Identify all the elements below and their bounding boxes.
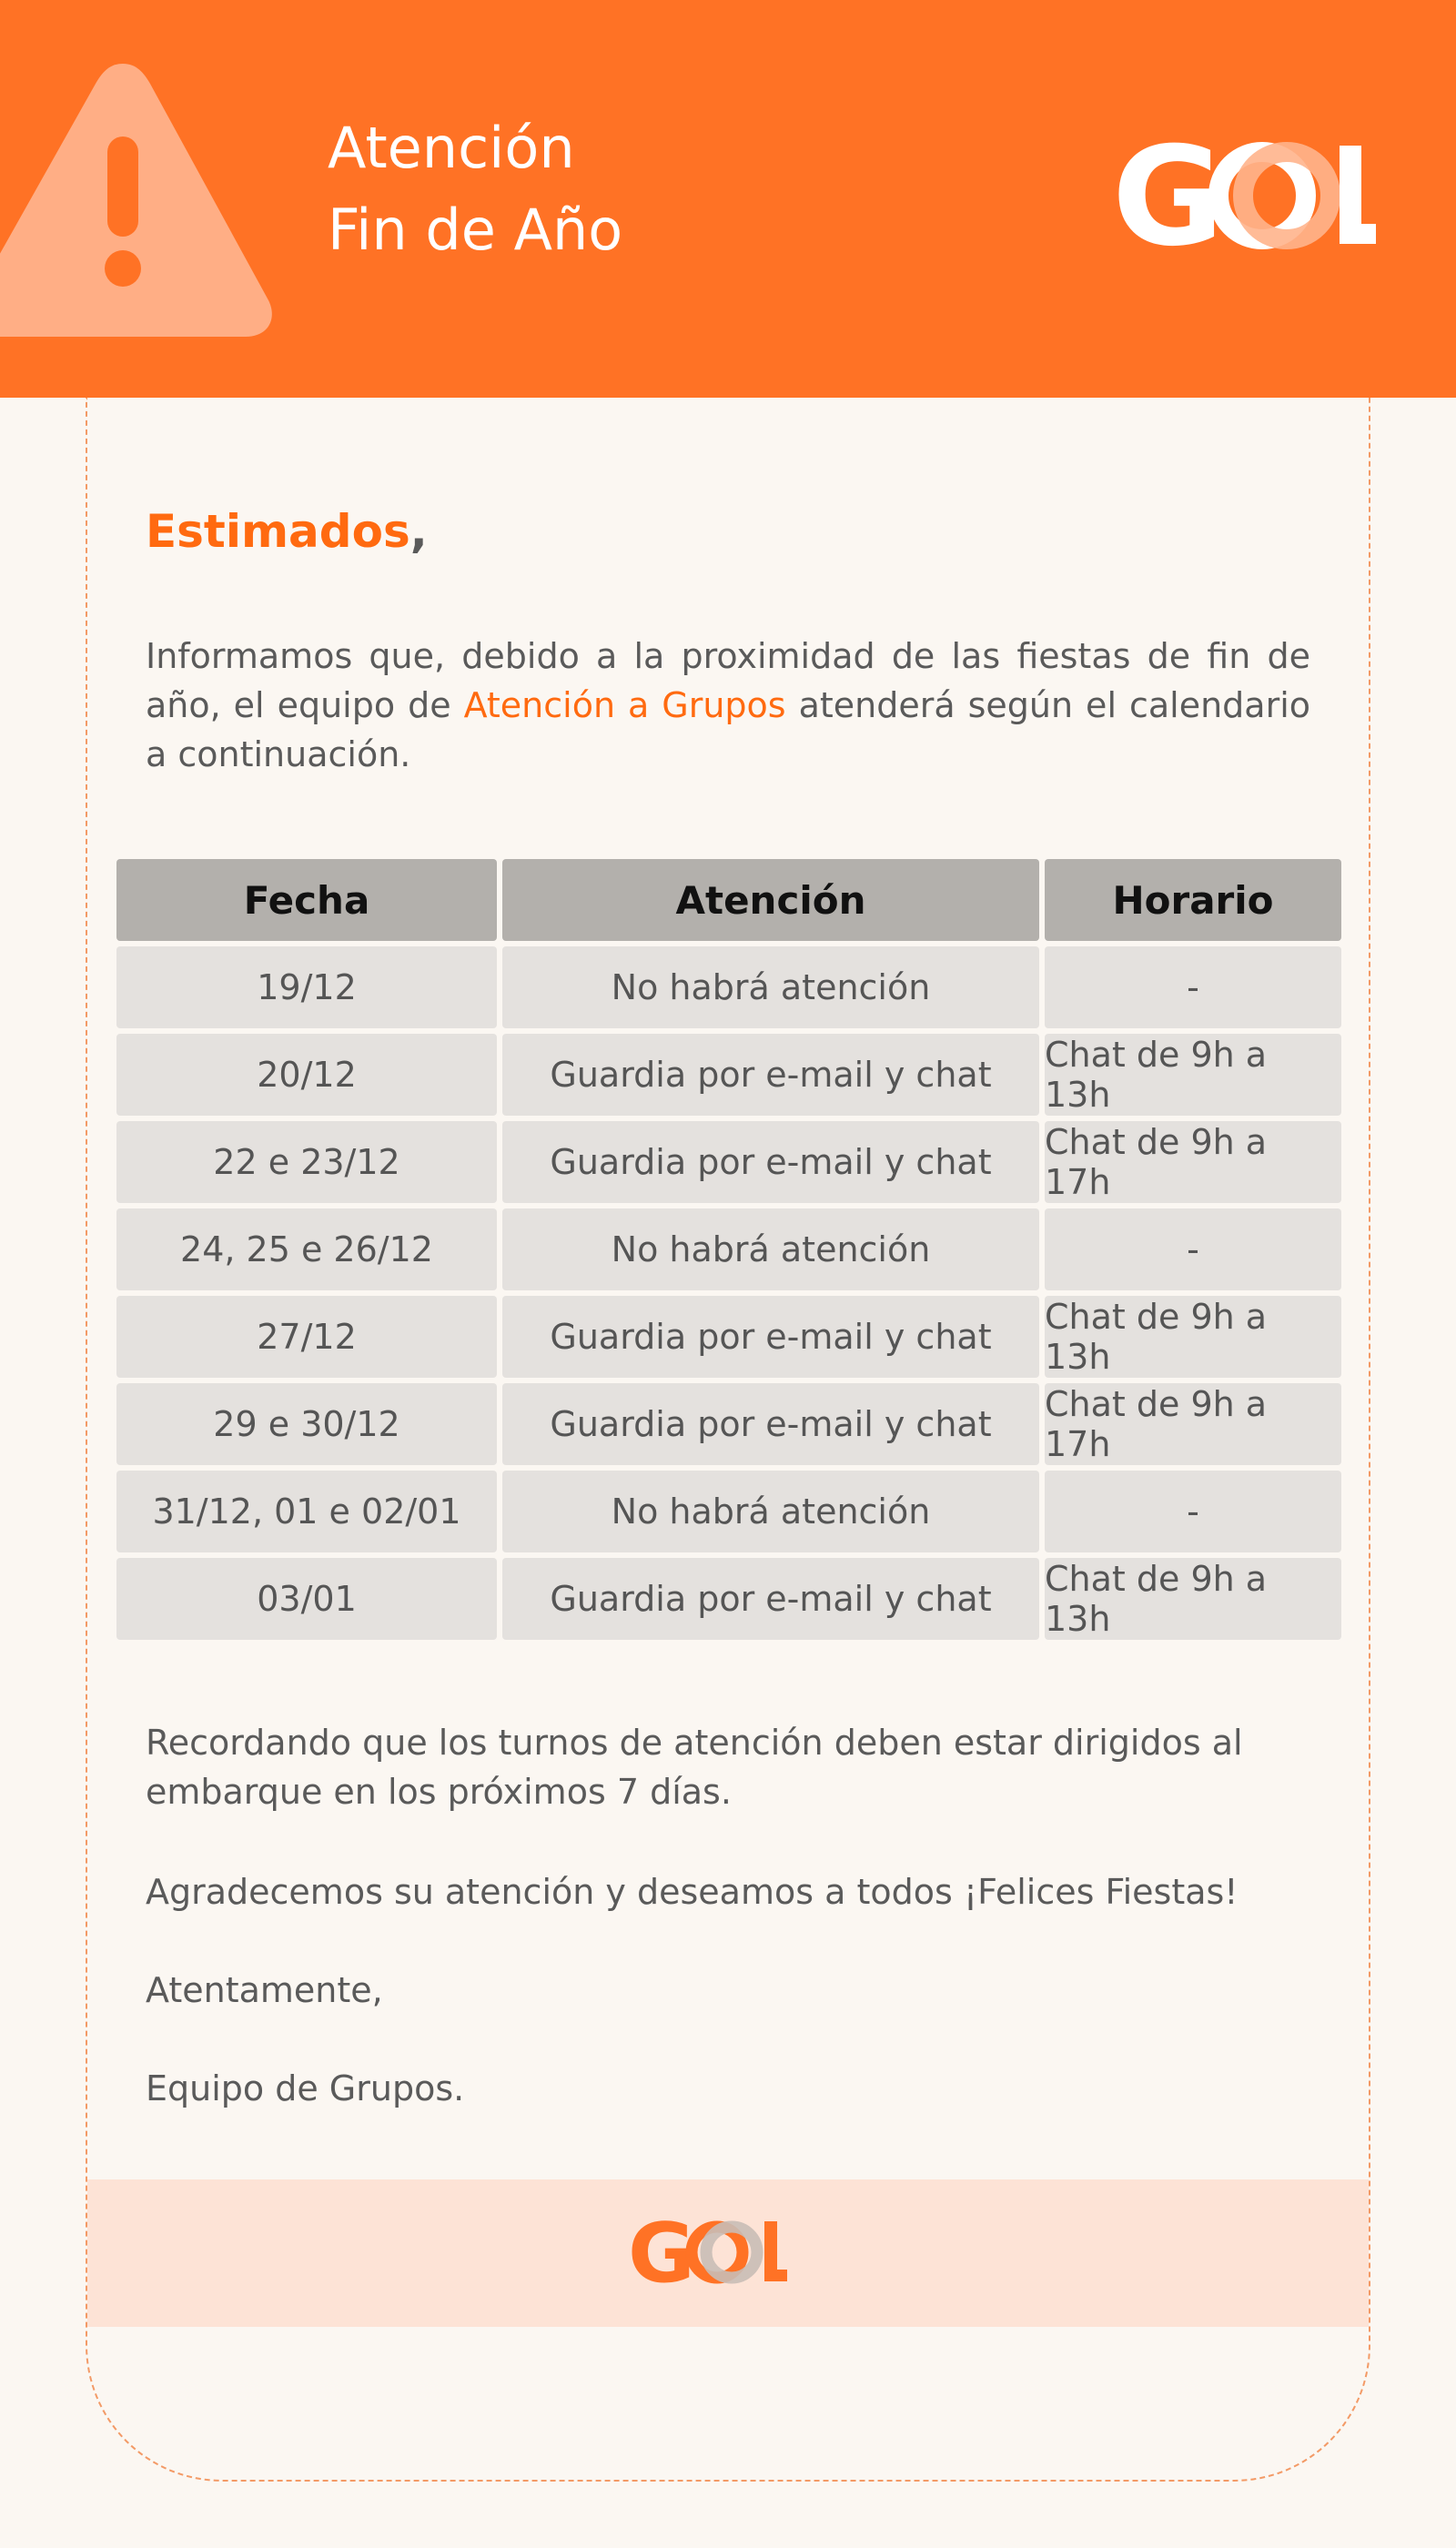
greeting-text: Estimados xyxy=(146,505,410,558)
cell-fecha: 03/01 xyxy=(116,1558,497,1640)
header-horario: Horario xyxy=(1045,859,1341,941)
cell-atencion: Guardia por e-mail y chat xyxy=(502,1383,1039,1465)
table-row xyxy=(116,1471,1341,1552)
table-header-row xyxy=(116,859,1341,941)
table-row xyxy=(116,1296,1341,1378)
warning-icon xyxy=(0,46,282,346)
cell-atencion: No habrá atención xyxy=(502,946,1039,1028)
gol-logo xyxy=(1112,136,1376,255)
table-row xyxy=(116,1558,1341,1640)
cell-fecha: 19/12 xyxy=(116,946,497,1028)
cell-horario: - xyxy=(1045,1471,1341,1552)
cell-horario: Chat de 9h a 17h xyxy=(1045,1121,1341,1203)
table-row xyxy=(116,1383,1341,1465)
cell-horario: - xyxy=(1045,946,1341,1028)
reminder-text: Recordando que los turnos de atención deben estar dirigidos al embarque en los próximos 7 días. xyxy=(146,1723,1243,1812)
table-row xyxy=(116,1121,1341,1203)
cell-horario: Chat de 9h a 13h xyxy=(1045,1558,1341,1640)
header-banner xyxy=(0,0,1456,398)
footer-logo-text-g: G xyxy=(628,2216,695,2289)
cell-horario: Chat de 9h a 13h xyxy=(1045,1296,1341,1378)
intro-text-after: atenderá según el calendario a continuación. xyxy=(146,685,1311,774)
gol-logo-footer xyxy=(628,2216,787,2289)
thanks-text: Agradecemos su atención y deseamos a todos ¡Felices Fiestas! xyxy=(146,1872,1239,1912)
cell-fecha: 24, 25 e 26/12 xyxy=(116,1208,497,1290)
table-row xyxy=(116,1208,1341,1290)
cell-fecha: 27/12 xyxy=(116,1296,497,1378)
title-line-2: Fin de Año xyxy=(328,197,623,263)
intro-highlight: Atención a Grupos xyxy=(463,685,786,725)
cell-atencion: Guardia por e-mail y chat xyxy=(502,1121,1039,1203)
cell-horario: Chat de 9h a 17h xyxy=(1045,1383,1341,1465)
cell-horario: Chat de 9h a 13h xyxy=(1045,1034,1341,1116)
cell-fecha: 20/12 xyxy=(116,1034,497,1116)
intro-text-before: Informamos que, debido a la proximidad de las fiestas de fin de año, el equipo de xyxy=(146,636,1310,725)
cell-atencion: Guardia por e-mail y chat xyxy=(502,1296,1039,1378)
page-title xyxy=(328,107,622,271)
table-row xyxy=(116,1034,1341,1116)
schedule-table xyxy=(116,859,1341,1645)
header-atencion: Atención xyxy=(502,859,1039,941)
cell-horario: - xyxy=(1045,1208,1341,1290)
header-fecha: Fecha xyxy=(116,859,497,941)
table-row xyxy=(116,946,1341,1028)
cell-atencion: No habrá atención xyxy=(502,1208,1039,1290)
cell-fecha: 31/12, 01 e 02/01 xyxy=(116,1471,497,1552)
cell-atencion: No habrá atención xyxy=(502,1471,1039,1552)
intro-paragraph xyxy=(146,632,1310,779)
cell-atencion: Guardia por e-mail y chat xyxy=(502,1558,1039,1640)
cell-atencion: Guardia por e-mail y chat xyxy=(502,1034,1039,1116)
greeting-comma: , xyxy=(410,505,428,558)
team-signature: Equipo de Grupos. xyxy=(146,2068,465,2108)
signoff-text: Atentamente, xyxy=(146,1970,383,2010)
logo-text-g: G xyxy=(1112,136,1225,255)
cell-fecha: 29 e 30/12 xyxy=(116,1383,497,1465)
cell-fecha: 22 e 23/12 xyxy=(116,1121,497,1203)
title-line-1: Atención xyxy=(328,115,575,181)
greeting xyxy=(146,505,428,558)
